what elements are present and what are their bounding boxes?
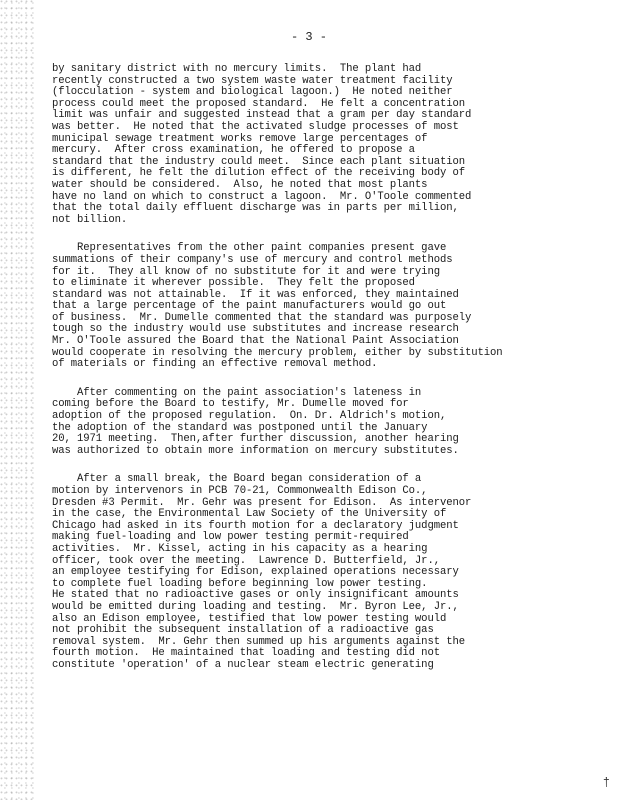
text-line: not prohibit the subsequent installation of a radioactive gas (52, 624, 434, 637)
text-line: (flocculation - system and biological lagoon.) He noted neither (52, 86, 453, 99)
paragraph-2 (52, 243, 572, 371)
text-line: mercury. After cross examination, he offered to propose a (52, 144, 415, 157)
text-line: officer, took over the meeting. Lawrence D. Butterfield, Jr., (52, 554, 440, 567)
text-line: making fuel-loading and low power testing permit-required (52, 531, 409, 544)
text-line: Representatives from the other paint companies present gave (52, 242, 447, 255)
text-line: coming before the Board to testify, Mr. Dumelle moved for (52, 398, 409, 411)
text-line: to eliminate it wherever possible. They felt the proposed (52, 277, 415, 290)
text-line: standard was not attainable. If it was enforced, they maintained (52, 288, 459, 301)
paragraph-3 (52, 388, 572, 458)
text-line: removal system. Mr. Gehr then summed up his arguments against the (52, 635, 465, 648)
text-line: activities. Mr. Kissel, acting in his capacity as a hearing (52, 542, 428, 555)
text-line: that a large percentage of the paint manufacturers would go out (52, 300, 447, 313)
text-line: Mr. O'Toole assured the Board that the National Paint Association (52, 335, 459, 348)
text-line: of materials or finding an effective removal method. (52, 358, 378, 371)
text-line: municipal sewage treatment works remove large percentages of (52, 132, 428, 145)
text-line: tough so the industry would use substitutes and increase research (52, 323, 459, 336)
text-line: to complete fuel loading before beginning low power testing. (52, 577, 428, 590)
text-line: constitute 'operation' of a nuclear steam electric generating (52, 658, 434, 671)
page-number: - 3 - (290, 30, 327, 44)
body-text (52, 64, 572, 689)
text-line: water should be considered. Also, he noted that most plants (52, 178, 428, 191)
text-line: standard that the industry could meet. Since each plant situation (52, 155, 465, 168)
text-line: limit was unfair and suggested instead that a gram per day standard (52, 109, 472, 122)
text-line: the adoption of the standard was postponed until the January (52, 421, 428, 434)
text-line: have no land on which to construct a lagoon. Mr. O'Toole commented (52, 190, 472, 203)
text-line: After a small break, the Board began consideration of a (52, 473, 422, 486)
text-line: fourth motion. He maintained that loading and testing did not (52, 647, 440, 660)
text-line: summations of their company's use of mercury and control methods (52, 253, 453, 266)
text-line: adoption of the proposed regulation. On. Dr. Aldrich's motion, (52, 410, 447, 423)
text-line: an employee testifying for Edison, explained operations necessary (52, 566, 459, 579)
text-line: by sanitary district with no mercury limits. The plant had (52, 63, 422, 75)
text-line: recently constructed a two system waste water treatment facility (52, 74, 453, 87)
text-line: Dresden #3 Permit. Mr. Gehr was present for Edison. As intervenor (52, 496, 472, 509)
text-line: would be emitted during loading and testing. Mr. Byron Lee, Jr., (52, 600, 459, 613)
text-line: of business. Mr. Dumelle commented that the standard was purposely (52, 311, 472, 324)
text-line: 20, 1971 meeting. Then,after further discussion, another hearing (52, 433, 459, 446)
margin-mark: † (602, 776, 610, 790)
text-line: motion by intervenors in PCB 70-21, Commonwealth Edison Co., (52, 485, 428, 497)
scan-edge-noise (0, 0, 34, 800)
text-line: was authorized to obtain more information on mercury substitutes. (52, 444, 459, 457)
text-line: He stated that no radioactive gases or only insignificant amounts (52, 589, 459, 602)
paragraph-1 (52, 64, 572, 226)
text-line: After commenting on the paint association's lateness in (52, 386, 422, 399)
paragraph-4 (52, 474, 572, 671)
text-line: in the case, the Environmental Law Society of the University of (52, 508, 447, 521)
text-line: not billion. (52, 213, 128, 226)
text-line: also an Edison employee, testified that low power testing would (52, 612, 447, 625)
text-line: process could meet the proposed standard. He felt a concentration (52, 97, 465, 110)
text-line: that the total daily effluent discharge was in parts per million, (52, 202, 459, 215)
text-line: for it. They all know of no substitute for it and were trying (52, 265, 440, 278)
text-line: Chicago had asked in its fourth motion for a declaratory judgment (52, 519, 459, 532)
text-line: would cooperate in resolving the mercury problem, either by substitution (52, 346, 503, 359)
text-line: was better. He noted that the activated sludge processes of most (52, 120, 459, 133)
text-line: is different, he felt the dilution effect of the receiving body of (52, 167, 465, 180)
